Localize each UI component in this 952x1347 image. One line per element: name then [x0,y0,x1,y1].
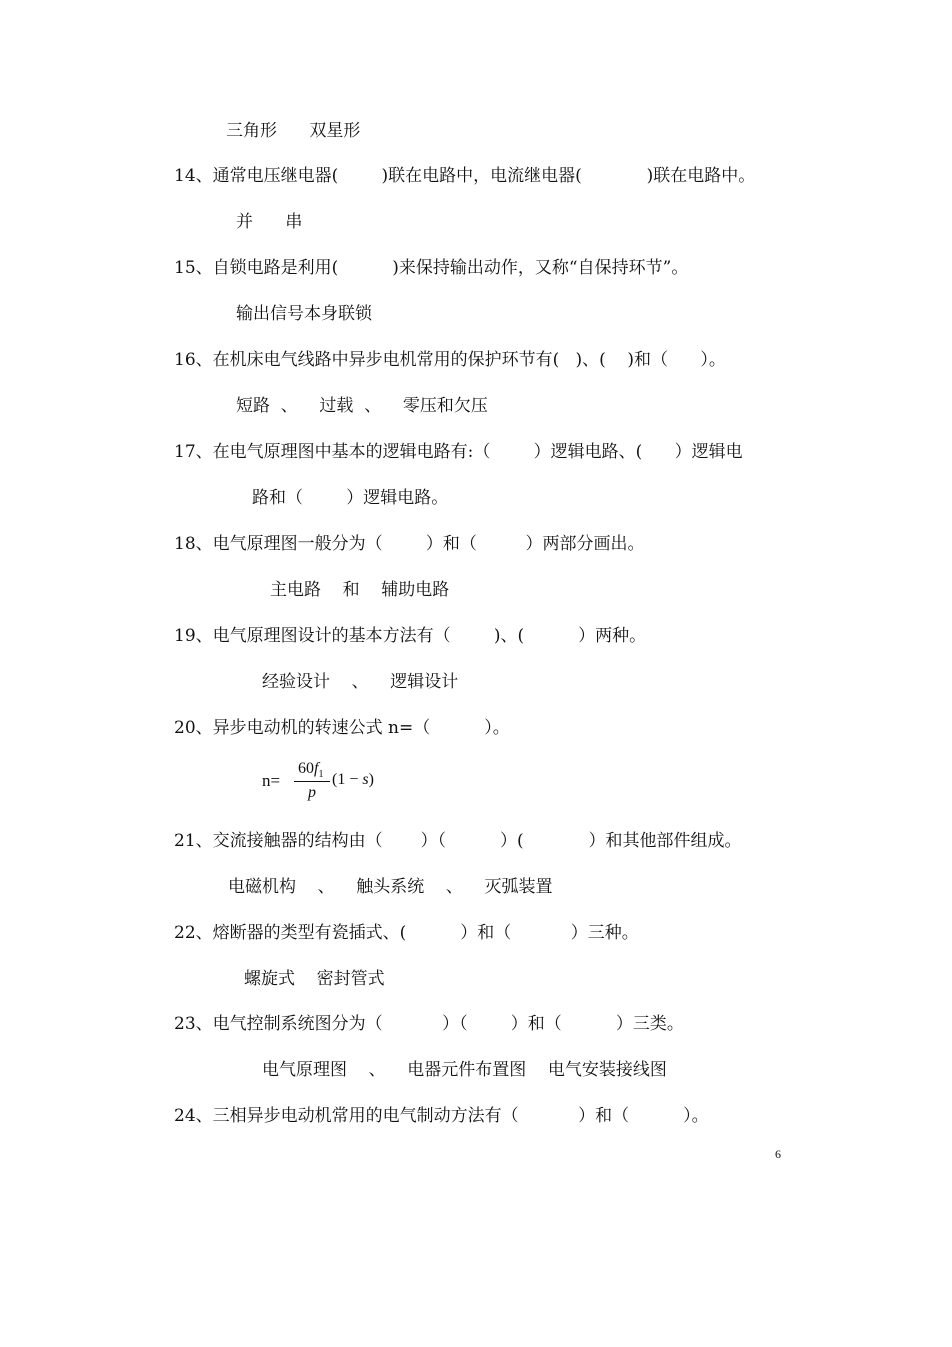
question-18: 18、电气原理图一般分为（ ）和（ ）两部分画出。 [174,534,645,554]
fraction-bar [294,781,330,782]
answer-14: 并 串 [236,212,303,232]
question-20: 20、异步电动机的转速公式 n=（ ）。 [174,718,510,738]
question-15: 15、自锁电路是利用( )来保持输出动作，又称“自保持环节”。 [174,258,689,278]
formula-lhs: n= [262,771,281,790]
answer-13: 三角形 双星形 [226,121,361,141]
question-17: 17、在电气原理图中基本的逻辑电路有:（ ）逻辑电路、( ）逻辑电 [174,442,743,462]
formula-factor: (1 − s) [332,771,374,788]
answer-19: 经验设计 、 逻辑设计 [262,672,459,692]
question-24: 24、三相异步电动机常用的电气制动方法有（ ）和（ ）。 [174,1106,709,1126]
question-17-continued: 路和（ ）逻辑电路。 [252,488,449,508]
answer-23: 电气原理图 、 电器元件布置图 电气安装接线图 [262,1060,667,1080]
answer-22: 螺旋式 密封管式 [244,969,385,989]
speed-formula [262,760,392,810]
question-21: 21、交流接触器的结构由（ ）（ ）( ）和其他部件组成。 [174,831,742,851]
answer-21: 电磁机构 、 触头系统 、 灭弧装置 [228,877,553,897]
question-22: 22、熔断器的类型有瓷插式、( ）和（ ）三种。 [174,923,639,943]
answer-18: 主电路 和 辅助电路 [270,580,450,600]
question-19: 19、电气原理图设计的基本方法有（ )、( ）两种。 [174,626,647,646]
answer-15: 输出信号本身联锁 [236,304,372,324]
formula-denominator: p [308,784,316,801]
question-14: 14、通常电压继电器( )联在电路中，电流继电器( )联在电路中。 [174,166,756,186]
question-16: 16、在机床电气线路中异步电机常用的保护环节有( )、( )和（ ）。 [174,350,726,370]
question-23: 23、电气控制系统图分为（ ）（ ）和（ ）三类。 [174,1014,684,1034]
answer-16: 短路 、 过载 、 零压和欠压 [236,396,488,416]
formula-numerator: $60f_1$ [298,760,324,781]
page-number: 6 [775,1147,781,1161]
